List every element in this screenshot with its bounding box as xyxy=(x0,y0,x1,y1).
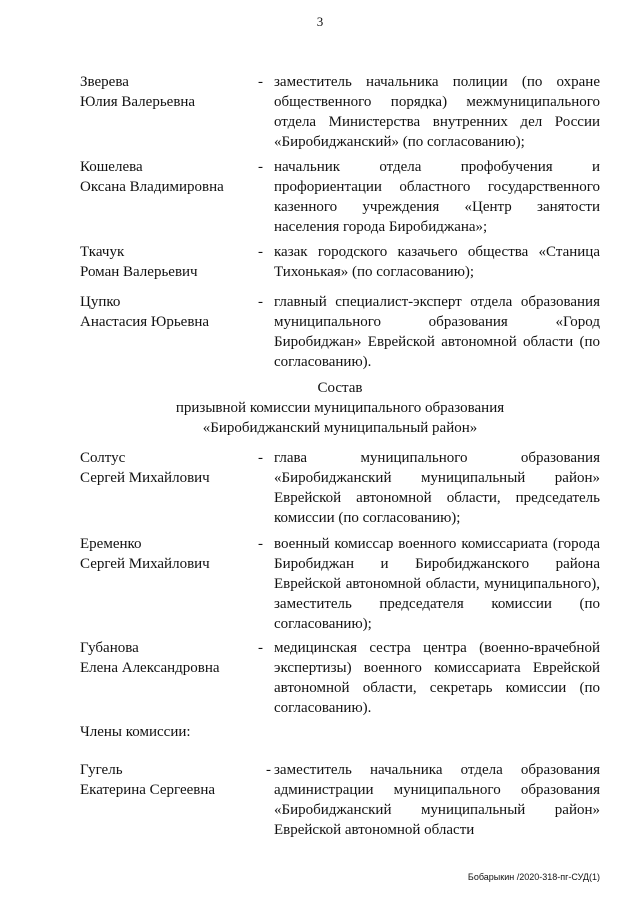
section-title-line: «Биробиджанский муниципальный район» xyxy=(202,420,478,436)
dash: - xyxy=(266,762,271,778)
person-position: глава муниципального образования «Биробиджанский муниципальный район» Еврейской автономной области, председатель комиссии (по согласованию); xyxy=(274,450,600,526)
person-first-name: Сергей Михайлович xyxy=(80,470,210,486)
person-name xyxy=(80,638,260,678)
members-heading: Члены комиссии: xyxy=(80,724,191,740)
dash: - xyxy=(258,536,263,552)
person-position: заместитель начальника полиции (по охране общественного порядка) межмуниципального отдела Министерства внутренних дел России «Биробиджанский» (по согласованию); xyxy=(274,74,600,150)
person-position: казак городского казачьего общества «Станица Тихонькая» (по согласованию); xyxy=(274,244,600,280)
person-position: главный специалист-эксперт отдела образования муниципального образования «Город Биробиджан» Еврейской автономной области (по согласованию). xyxy=(274,294,600,370)
person-first-name: Сергей Михайлович xyxy=(80,556,210,572)
dash: - xyxy=(258,294,263,310)
section-title-line: призывной комиссии муниципального образования xyxy=(175,400,505,416)
person-first-name: Екатерина Сергеевна xyxy=(80,782,216,798)
section-title-line: Состав xyxy=(317,380,363,396)
person-last-name: Ткачук xyxy=(80,244,125,260)
person-name xyxy=(80,72,260,112)
dash: - xyxy=(258,640,263,656)
person-first-name: Юлия Валерьевна xyxy=(80,94,196,110)
dash: - xyxy=(258,244,263,260)
person-first-name: Анастасия Юрьевна xyxy=(80,314,210,330)
person-name xyxy=(80,292,260,332)
person-last-name: Солтус xyxy=(80,450,126,466)
person-name xyxy=(80,534,260,574)
person-name xyxy=(80,760,260,800)
person-name xyxy=(80,242,260,282)
person-last-name: Губанова xyxy=(80,640,139,656)
document-footer-code: Бобарыкин /2020-318-пг-СУД(1) xyxy=(467,872,600,882)
person-last-name: Еременко xyxy=(80,536,142,552)
person-name xyxy=(80,448,260,488)
dash: - xyxy=(258,450,263,466)
person-position: заместитель начальника отдела образования администрации муниципального образования «Биробиджанский муниципальный район» Еврейской автономной области xyxy=(274,762,600,838)
dash: - xyxy=(258,159,263,175)
person-position: военный комиссар военного комиссариата (города Биробиджан и Биробиджанского района Еврейской автономной области, муниципального), заместитель председателя комиссии (по согласованию); xyxy=(274,536,600,632)
person-first-name: Елена Александровна xyxy=(80,660,220,676)
section-title xyxy=(0,378,640,438)
person-last-name: Зверева xyxy=(80,74,129,90)
page-number: 3 xyxy=(316,14,324,29)
person-position: начальник отдела профобучения и профориентации областного государственного казенного учреждения «Центр занятости населения города Биробиджана»; xyxy=(274,159,600,235)
person-position: медицинская сестра центра (военно-врачебной экспертизы) военного комиссариата Еврейской автономной области, секретарь комиссии (по согласованию). xyxy=(274,640,600,716)
dash: - xyxy=(258,74,263,90)
person-first-name: Оксана Владимировна xyxy=(80,179,224,195)
person-last-name: Кошелева xyxy=(80,159,143,175)
person-first-name: Роман Валерьевич xyxy=(80,264,198,280)
person-last-name: Гугель xyxy=(80,762,123,778)
person-name xyxy=(80,157,260,197)
person-last-name: Цупко xyxy=(80,294,121,310)
